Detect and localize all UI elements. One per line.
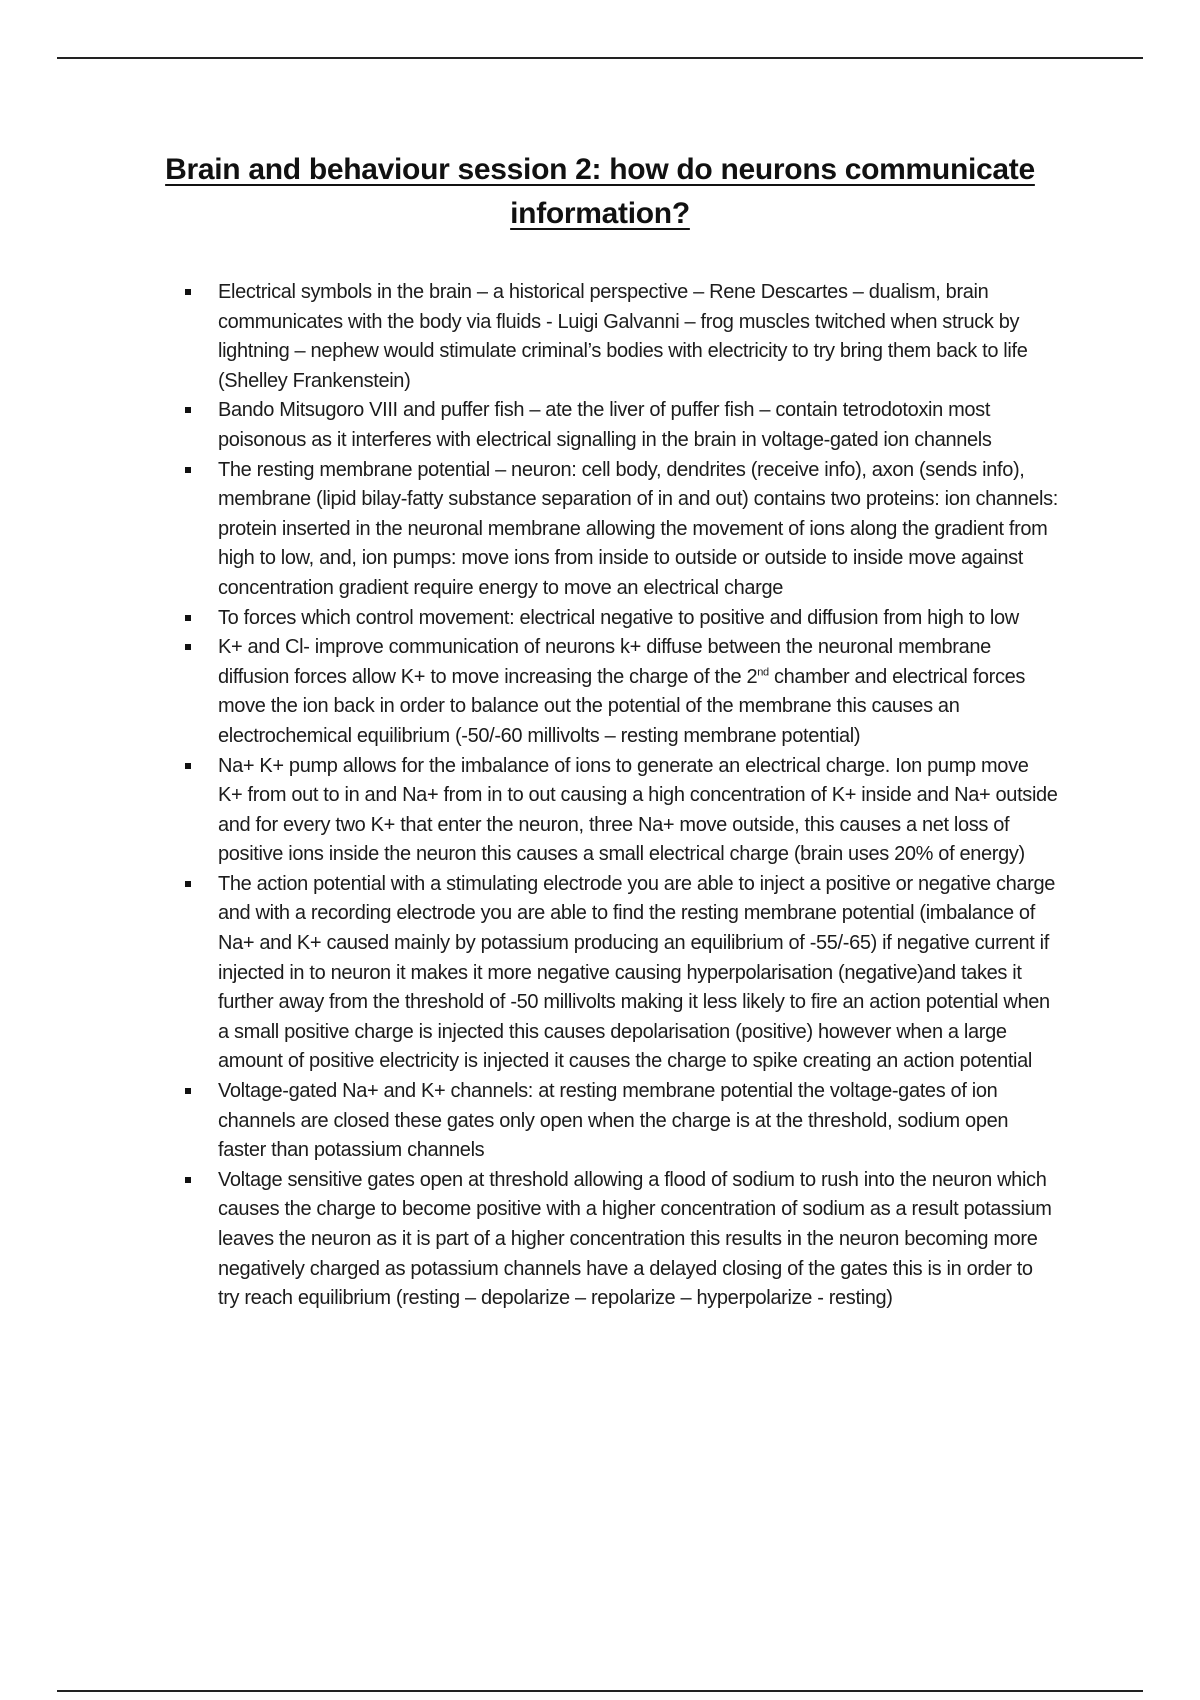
notes-list bbox=[218, 278, 1058, 1314]
list-item-text: The action potential with a stimulating electrode you are able to inject a positive or negative charge and with a recording electrode you are able to find the resting membrane potential (imbalance of Na+ and K+ caused mainly by potassium producing an equilibrium of -55/-65) if negative current if injected in to neuron it makes it more negative causing hyperpolarisation (negative)and takes it further away from the threshold of -50 millivolts making it less likely to fire an action potential when a small positive charge is injected this causes depolarisation (positive) however when a large amount of positive electricity is injected it causes the charge to spike creating an action potential bbox=[218, 872, 1056, 1073]
list-item-text: The resting membrane potential – neuron: cell body, dendrites (receive info), axon (sends info), membrane (lipid bilay-fatty substance separation of in and out) contains two proteins: ion channels: protein inserted in the neuronal membrane allowing the movement of ions along the gradient from high to low, and, ion pumps: move ions from inside to outside or outside to inside move against concentration gradient require energy to move an electrical charge bbox=[218, 458, 1058, 599]
list-item bbox=[218, 1166, 1058, 1314]
list-item-text: Na+ K+ pump allows for the imbalance of ions to generate an electrical charge. Ion pump move K+ from out to in and Na+ from in to out causing a high concentration of K+ inside and Na+ outside and for every two K+ that enter the neuron, three Na+ move outside, this causes a net loss of positive ions inside the neuron this causes a small electrical charge (brain uses 20% of energy) bbox=[218, 754, 1058, 866]
list-item-text: Voltage-gated Na+ and K+ channels: at resting membrane potential the voltage-gates of ion channels are closed these gates only open when the charge is at the threshold, sodium open faster than potassium channels bbox=[218, 1080, 1009, 1162]
list-item-text: Voltage sensitive gates open at threshold allowing a flood of sodium to rush into the neuron which causes the charge to become positive with a higher concentration of sodium as a result potassium leaves the neuron as it is part of a higher concentration this results in the neuron becoming more negatively charged as potassium channels have a delayed closing of the gates this is in order to try reach equilibrium (resting – depolarize – repolarize – hyperpolarize - resting) bbox=[218, 1168, 1052, 1310]
square-bullet-icon bbox=[185, 615, 191, 621]
document-title-text: Brain and behaviour session 2: how do neurons communicate information? bbox=[165, 153, 1035, 230]
list-item bbox=[218, 870, 1058, 1077]
square-bullet-icon bbox=[185, 1177, 191, 1183]
list-item bbox=[218, 456, 1058, 604]
square-bullet-icon bbox=[185, 644, 191, 650]
square-bullet-icon bbox=[185, 1088, 191, 1094]
ordinal-suffix: nd bbox=[757, 666, 769, 679]
footer-rule bbox=[57, 1690, 1143, 1692]
list-item bbox=[218, 1077, 1058, 1166]
list-item bbox=[218, 752, 1058, 870]
square-bullet-icon bbox=[185, 881, 191, 887]
list-item-text: Bando Mitsugoro VIII and puffer fish – ate the liver of puffer fish – contain tetrodotoxin most poisonous as it interferes with electrical signalling in the brain in voltage-gated ion channels bbox=[218, 399, 992, 451]
list-item bbox=[218, 604, 1058, 634]
list-item bbox=[218, 396, 1058, 455]
list-item-text: To forces which control movement: electrical negative to positive and diffusion from high to low bbox=[218, 606, 1019, 629]
list-item-text: Electrical symbols in the brain – a historical perspective – Rene Descartes – dualism, brain communicates with the body via fluids - Luigi Galvanni – frog muscles twitched when struck by lightning – nephew would stimulate criminal’s bodies with electricity to try bring them back to life (Shelley Frankenstein) bbox=[218, 281, 1028, 392]
list-item bbox=[218, 633, 1058, 751]
square-bullet-icon bbox=[185, 467, 191, 473]
square-bullet-icon bbox=[185, 289, 191, 295]
square-bullet-icon bbox=[185, 407, 191, 413]
list-item bbox=[218, 278, 1058, 396]
document-title bbox=[160, 148, 1040, 236]
list-item-text-start: K+ and Cl- improve communication of neurons k+ diffuse between the neuronal membrane diffusion forces allow K+ to move increasing the charge of the 2 bbox=[218, 636, 991, 688]
square-bullet-icon bbox=[185, 763, 191, 769]
list-item-text-end: chamber and electrical forces move the ion back in order to balance out the potential of the membrane this causes an electrochemical equilibrium (-50/-60 millivolts – resting membrane potential) bbox=[218, 665, 1026, 747]
header-rule bbox=[57, 57, 1143, 59]
